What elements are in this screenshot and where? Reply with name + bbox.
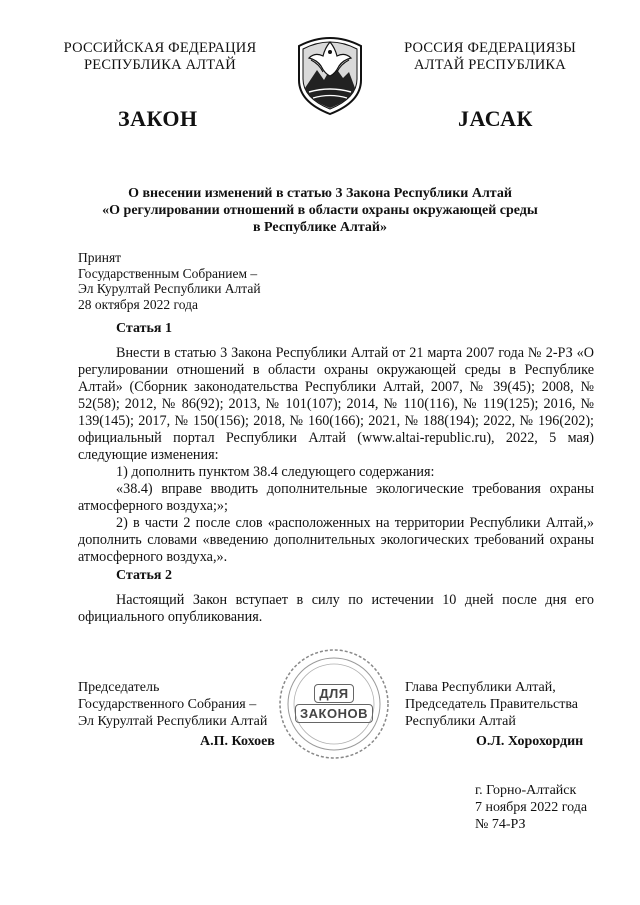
stamp-seal bbox=[278, 648, 390, 760]
header-right-line1: РОССИЯ ФЕДЕРАЦИЯЗЫ bbox=[404, 40, 576, 56]
article2-heading: Статья 2 bbox=[116, 568, 172, 583]
footer-number: № 74-РЗ bbox=[475, 817, 526, 832]
header-left bbox=[40, 40, 280, 74]
signature-left-line1: Председатель bbox=[78, 680, 160, 695]
stamp-text bbox=[288, 684, 380, 723]
article2-text: Настоящий Закон вступает в силу по истечении 10 дней после дня его официального опубликования. bbox=[78, 592, 594, 625]
adopted-date: 28 октября 2022 года bbox=[78, 296, 198, 312]
stamp-line2: ЗАКОНОВ bbox=[295, 704, 373, 723]
signature-right-name: О.Л. Хорохордин bbox=[476, 734, 584, 749]
article1-intro: Внести в статью 3 Закона Республики Алтай от 21 марта 2007 года № 2-РЗ «О регулировании отношений в области охраны окружающей среды в Республике Алтай» (Сборник законодательства Республики Алтай, 2007, № 39(45); 2008, № 52(58); 2012, № 86(92); 2013, № 101(107); 2014, № 110(116), № 119(125); 2016, № 139(145); 2017, № 150(156); 2018, № 160(166); 2021, № 188(194); 2022, № 196(202); официальный портал Республики Алтай (www.altai-republic.ru), 2022, 5 мая) следующие изменения: bbox=[78, 345, 594, 463]
article1-body bbox=[78, 345, 594, 566]
law-title-line1: О внесении изменений в статью 3 Закона Республики Алтай bbox=[128, 186, 512, 201]
law-title-line2: «О регулировании отношений в области охраны окружающей среды bbox=[102, 203, 538, 218]
article1-item1-text: «38.4) вправе вводить дополнительные экологические требования охраны атмосферного воздуха;»; bbox=[78, 481, 594, 514]
signature-right-line2: Председатель Правительства bbox=[405, 697, 578, 712]
footer-city: г. Горно-Алтайск bbox=[475, 783, 577, 798]
signature-left-name: А.П. Кохоев bbox=[200, 734, 275, 749]
adopted-line1: Принят bbox=[78, 250, 122, 265]
signature-left-line3: Эл Курултай Республики Алтай bbox=[78, 714, 268, 729]
title-zakon: ЗАКОН bbox=[118, 106, 198, 131]
header-right-line2: АЛТАЙ РЕСПУБЛИКА bbox=[414, 57, 566, 73]
header-right bbox=[370, 40, 610, 74]
signature-left-line2: Государственного Собрания – bbox=[78, 697, 257, 712]
law-title-line3: в Республике Алтай» bbox=[253, 220, 387, 235]
signature-right-line1: Глава Республики Алтай, bbox=[405, 680, 556, 695]
signature-right-line3: Республики Алтай bbox=[405, 714, 516, 729]
adopted-block bbox=[78, 250, 261, 312]
adopted-line3: Эл Курултай Республики Алтай bbox=[78, 281, 261, 296]
footer-date: 7 ноября 2022 года bbox=[475, 800, 588, 815]
footer-block bbox=[475, 782, 587, 833]
coat-of-arms-emblem bbox=[293, 28, 367, 118]
adopted-line2: Государственным Собранием – bbox=[78, 265, 258, 281]
article1-heading: Статья 1 bbox=[116, 321, 172, 336]
signature-right bbox=[405, 679, 578, 730]
header-left-line2: РЕСПУБЛИКА АЛТАЙ bbox=[84, 57, 236, 73]
law-title bbox=[60, 185, 580, 236]
article2-body bbox=[78, 592, 594, 626]
stamp-line1: ДЛЯ bbox=[314, 684, 353, 703]
article1-item2: 2) в части 2 после слов «расположенных на территории Республики Алтай,» дополнить словами «введению дополнительных экологических требований охраны атмосферного воздуха,». bbox=[78, 515, 594, 565]
signature-left bbox=[78, 679, 267, 730]
header-left-line1: РОССИЙСКАЯ ФЕДЕРАЦИЯ bbox=[63, 40, 257, 56]
title-jasak: ЈАСАК bbox=[458, 106, 533, 131]
article1-item1: 1) дополнить пунктом 38.4 следующего содержания: bbox=[116, 464, 435, 480]
